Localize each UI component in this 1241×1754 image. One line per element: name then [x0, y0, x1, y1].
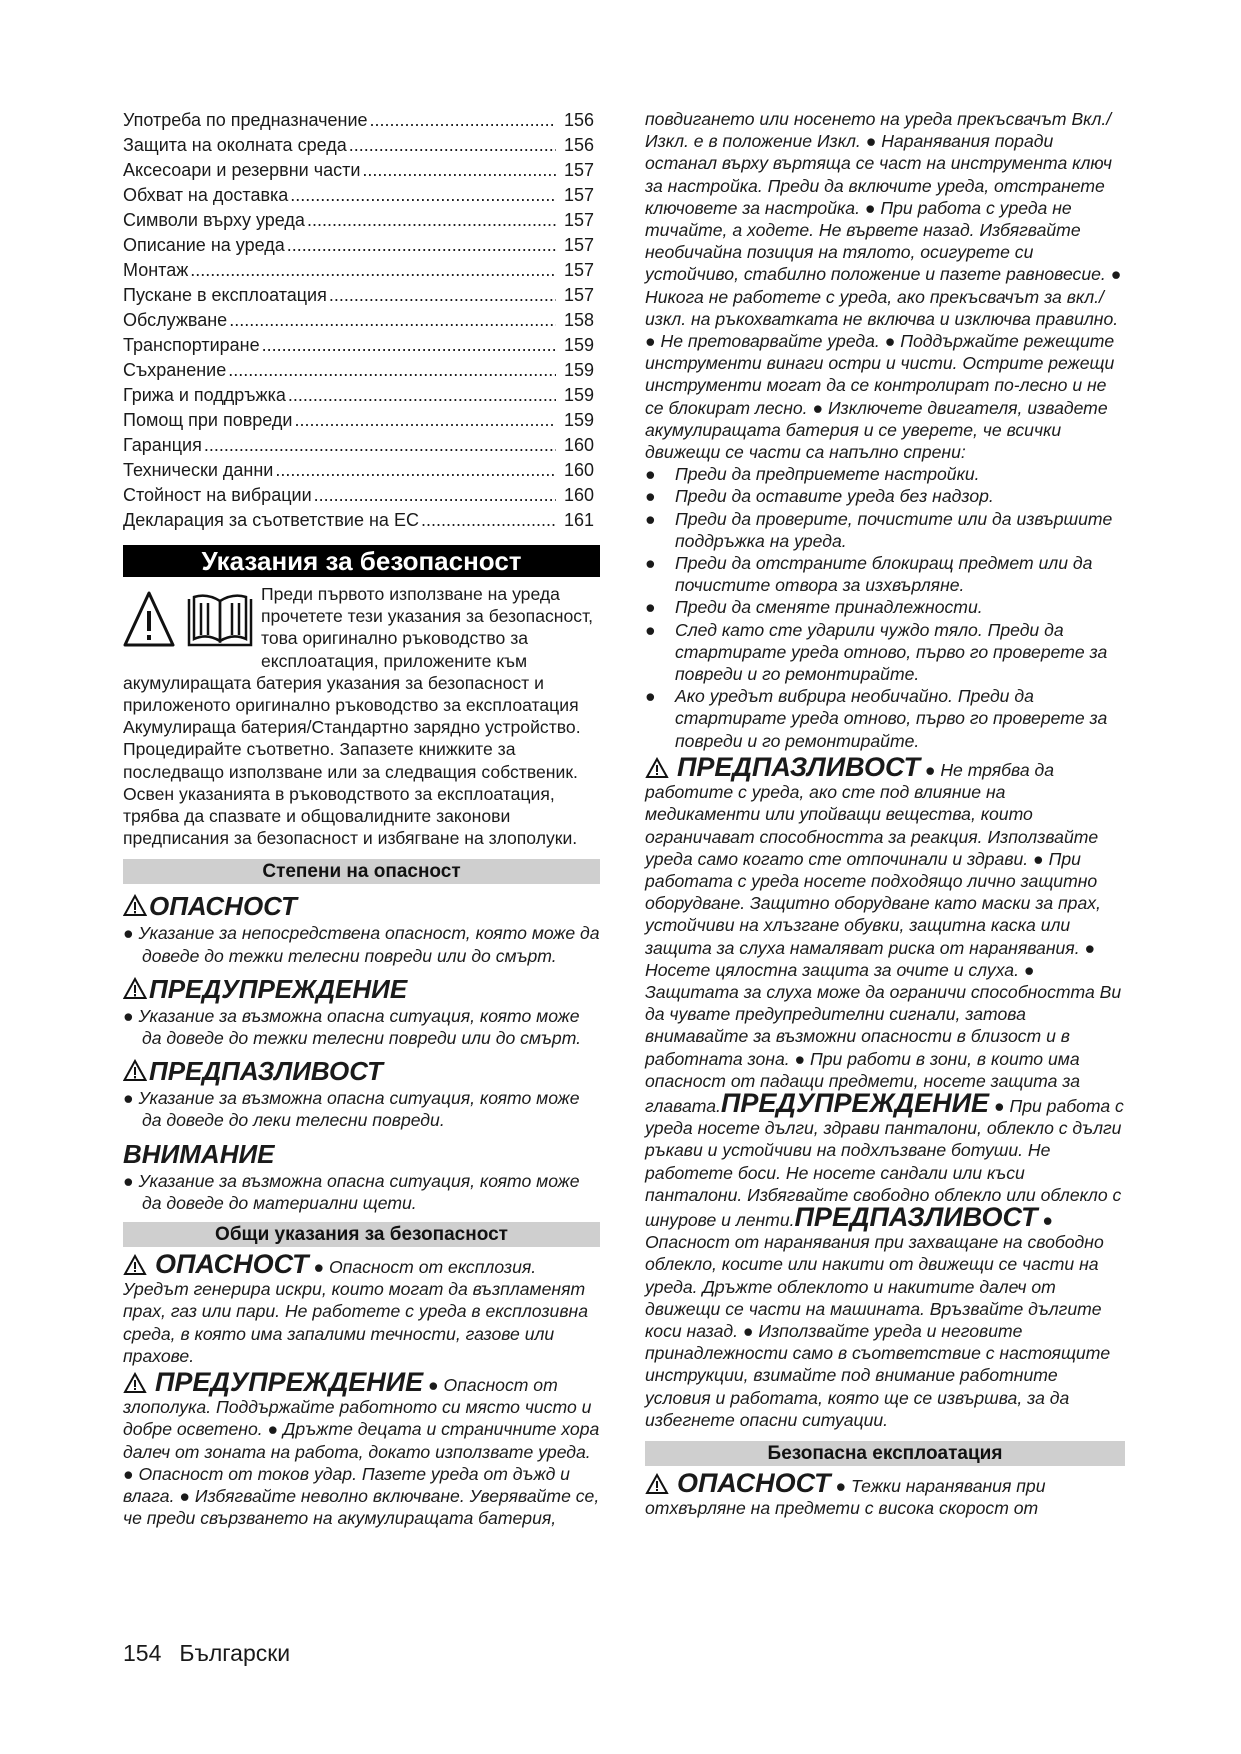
toc-leader-dots [362, 158, 556, 183]
safe-danger-text: ● Тежки наранявания при отхвърляне на предмети с висока скорост от [645, 1475, 1046, 1519]
toc-entry-page: 159 [563, 410, 594, 430]
toc-leader-dots [262, 333, 556, 358]
bullet-mark: ● [645, 508, 656, 529]
toc-leader-dots [228, 358, 556, 383]
toc-leader-dots [275, 458, 556, 483]
safe-operation-danger [645, 1467, 1125, 1519]
toc-leader-dots [290, 183, 556, 208]
toc-entry-title: Стойност на вибрации [123, 485, 312, 505]
general-danger [123, 1249, 600, 1367]
toc-entry-title: Съхранение [123, 360, 227, 380]
toc-entry-title: Гаранция [123, 435, 202, 455]
general-warning [123, 1367, 600, 1529]
toc-entry-title: Пускане в експлоатация [123, 285, 327, 305]
list-item-text: Преди да проверите, почистите или да извършите поддръжка на уреда. [675, 508, 1113, 551]
warning-label: ПРЕДУПРЕЖДЕНИЕ [155, 1367, 424, 1398]
hazard-level-description: ● Указание за възможна опасна ситуация, която може да доведе до тежки телесни повреди или до смърт. [123, 1005, 582, 1049]
toc-entry-title: Технически данни [123, 460, 274, 480]
left-column [123, 108, 600, 1530]
footer-language: Български [179, 1640, 291, 1666]
caution2-label: ПРЕДПАЗЛИВОСТ [794, 1201, 1038, 1232]
toc-leader-dots [190, 258, 556, 283]
bullet-mark: ● [645, 619, 656, 640]
hazard-levels [123, 890, 600, 1214]
toc-leader-dots [204, 433, 556, 458]
list-item-text: Ако уредът вибрира необичайно. Преди да стартирате уреда отново, първо го проверете за повреди и го ремонтирайте. [675, 686, 1108, 751]
toc-entry-title: Аксесоари и резервни части [123, 160, 361, 180]
safety-intro-text-2: Освен указанията в ръководството за експлоатация, трябва да спазвате и общовалидните законови предписания за безопасност и избягване на злополуки. [123, 783, 578, 849]
toc-entry-page: 161 [563, 510, 594, 530]
list-item [645, 685, 1125, 752]
toc-entry [123, 308, 600, 333]
toc-entry [123, 433, 600, 458]
warning-text: ● Опасност от злополука. Поддържайте работното си място чисто и добре осветено. ● Дръжте децата и страничните хора далеч от зоната на работа, докато използвате уреда. ● Опасност от токов удар. Пазете уреда от дъжд и влага. ● Избягвайте неволно включване. Уверявайте се, че преди свързването на акумулиращата батерия, [123, 1375, 600, 1529]
toc-entry-page: 160 [563, 460, 594, 480]
toc-entry [123, 258, 600, 283]
hazard-levels-title: Степени на опасност [123, 859, 600, 884]
page-footer [123, 1640, 308, 1667]
toc-leader-dots [229, 308, 556, 333]
toc-entry [123, 208, 600, 233]
toc-entry-title: Защита на околната среда [123, 135, 347, 155]
list-item-text: Преди да сменяте принадлежности. [675, 597, 983, 618]
table-of-contents [123, 108, 600, 533]
toc-entry-page: 157 [563, 260, 594, 280]
stop-conditions-list [645, 463, 1125, 752]
toc-entry-page: 160 [563, 485, 594, 505]
right-paragraph-1: повдигането или носенето на уреда прекъсвачът Вкл./Изкл. е в положение Изкл. ● Наранявания поради останал върху въртяща се част на инструмента ключ за настройка. Преди да включите уреда, отстранете ключовете за настройка. ● При работа с уреда не тичайте, а ходете. Не вървете назад. Избягвайте необичайна позиция на тялото, осигурете си устойчиво, стабилно положение и пазете равновесие. ● Никога не работете с уреда, ако прекъсвачът за вкл./изкл. на ръкохватката не включва и изключва правилно. ● Не претоварвайте уреда. ● Поддържайте режещите инструменти винаги остри и чисти. Острите режещи инструменти могат да се контролират по-лесно и не се блокират лесно. ● Изключете двигателя, извадете акумулиращата батерия и се уверете, че всички движещи се части са напълно спрени: [645, 109, 1122, 463]
danger-text: ● Опасност от експлозия. Уредът генерира искри, които могат да възпламенят прах, газ или пари. Не работете с уреда в експлозивна среда, в която има запалими течности, газове или прахове. [123, 1257, 588, 1366]
hazard-level-description: ● Указание за възможна опасна ситуация, която може да доведе до материални щети. [123, 1170, 580, 1213]
danger-label: ОПАСНОСТ [155, 1249, 309, 1280]
toc-leader-dots [349, 133, 556, 158]
manual-book-icon [189, 596, 251, 645]
toc-entry [123, 383, 600, 408]
toc-entry-title: Декларация за съответствие на ЕС [123, 510, 419, 530]
warning-triangle-icon [125, 593, 173, 645]
toc-entry-page: 156 [563, 110, 594, 130]
warning-text: ● При работа с уреда носете дълги, здрави панталони, облекло с дълги ръкави и устойчиви на подхлъзване ботуши. Не работете боси. Не носете сандали или къси панталони. Избягвайте свободно облекло или облекло с шнурове и ленти. [645, 1095, 1124, 1230]
hazard-level-label [123, 890, 600, 922]
warning-triangle-icon [123, 977, 147, 1001]
safe-operation-title: Безопасна експлоатация [645, 1441, 1125, 1466]
toc-entry-page: 157 [563, 285, 594, 305]
toc-leader-dots [314, 483, 556, 508]
toc-entry-page: 157 [563, 235, 594, 255]
toc-entry-title: Монтаж [123, 260, 189, 280]
list-item [645, 619, 1125, 686]
bullet-mark: ● [645, 486, 656, 507]
toc-entry-title: Употреба по предназначение [123, 110, 368, 130]
warning-triangle-icon [123, 894, 147, 918]
toc-entry-page: 160 [563, 435, 594, 455]
toc-entry [123, 133, 600, 158]
warning-triangle-icon [645, 1473, 669, 1495]
toc-entry-page: 157 [563, 185, 594, 205]
list-item-text: Преди да отстраните блокиращ предмет или да почистите отвора за изхвърляне. [675, 553, 1093, 596]
list-item-text: Преди да предприемете настройки. [675, 464, 980, 485]
bullet-mark: ● [645, 553, 656, 574]
toc-entry-title: Помощ при повреди [123, 410, 293, 430]
warning-triangle-icon [123, 1254, 147, 1276]
caution-paragraph [645, 751, 1125, 1431]
toc-leader-dots [421, 508, 556, 533]
toc-entry [123, 508, 600, 533]
toc-entry-page: 156 [563, 135, 594, 155]
toc-entry [123, 358, 600, 383]
hazard-level-name: ПРЕДПАЗЛИВОСТ [149, 1056, 383, 1087]
toc-entry-page: 159 [563, 360, 594, 380]
hazard-level-label [123, 1055, 600, 1087]
safety-icons [123, 587, 255, 651]
warning-triangle-icon [123, 1372, 147, 1394]
right-column [645, 108, 1125, 1519]
toc-entry [123, 458, 600, 483]
caution2-text: ● Опасност от наранявания при захващане на свободно облекло, косите или накити от движещи се части на уреда. Дръжте облеклото и накитите далеч от движещи се части на машината. Връзвайте дългите коси назад. ● Използвайте уреда и неговите принадлежности само в съответствие с настоящите инструкции, взимайте под внимание работните условия и работата, която ще се извършва, за да избегнете опасни ситуации. [645, 1209, 1111, 1430]
hazard-level-name: ОПАСНОСТ [149, 891, 297, 922]
toc-entry [123, 283, 600, 308]
hazard-level-label [123, 973, 600, 1005]
toc-entry-page: 157 [563, 210, 594, 230]
toc-entry [123, 408, 600, 433]
hazard-level-name: ПРЕДУПРЕЖДЕНИЕ [149, 973, 408, 1004]
hazard-level-label [123, 1138, 600, 1170]
toc-leader-dots [294, 408, 556, 433]
caution-label: ПРЕДПАЗЛИВОСТ [677, 751, 920, 782]
hazard-level-name: ВНИМАНИЕ [123, 1138, 275, 1169]
toc-entry [123, 483, 600, 508]
toc-entry-title: Описание на уреда [123, 235, 285, 255]
bullet-mark: ● [645, 686, 656, 707]
toc-entry-title: Обхват на доставка [123, 185, 289, 205]
toc-entry-title: Грижа и поддръжка [123, 385, 286, 405]
toc-entry [123, 158, 600, 183]
toc-entry-page: 159 [563, 385, 594, 405]
list-item [645, 596, 1125, 618]
bullet-mark: ● [645, 464, 656, 485]
warning-triangle-icon [645, 757, 669, 779]
page-number: 154 [123, 1640, 162, 1666]
hazard-level-description: ● Указание за възможна опасна ситуация, която може да доведе до леки телесни повреди. [123, 1088, 580, 1131]
toc-entry-title: Обслужване [123, 310, 228, 330]
list-item-text: След като сте ударили чуждо тяло. Преди да стартирате уреда отново, първо го проверете за повреди и го ремонтирайте. [675, 619, 1108, 685]
safety-section-title: Указания за безопасност [123, 545, 600, 577]
toc-entry-title: Символи върху уреда [123, 210, 305, 230]
toc-entry [123, 183, 600, 208]
caution-text: ● Не трябва да работите с уреда, ако сте под влияние на медикаменти или упойващи вещества, които ограничават способността за реакция. Използвайте уреда само когато сте отпочинали и здрави. ● При работата с уреда носете подходящо лично защитно оборудване. Защитно оборудване като маски за прах, устойчиви на хлъзгане обувки, защитна каска или защита за слуха намаляват риска от наранявания. ● Носете цялостна защита за очите и слуха. ● Защитата за слуха може да ограничи способността Ви да чувате предупредителни сигнали, затова внимавайте за възможни опасности в близост и в работната зона. ● При работи в зони, в които има опасност от падащи предмети, носете защита за главата. [645, 759, 1122, 1116]
safety-intro-text: Преди първото използване на уреда прочетете тези указания за безопасност, това оригинално ръководство за експлоатация, приложените към акумулиращата батерия указания за безопасност и приложеното оригинално ръководство за експлоатация Акумулираща батерия/Стандартно зарядно устройство. Процедирайте съответно. Запазете книжките за последващо използване или за следващия собственик. [123, 584, 594, 782]
toc-leader-dots [307, 208, 556, 233]
toc-entry [123, 233, 600, 258]
toc-entry [123, 333, 600, 358]
toc-entry-page: 159 [563, 335, 594, 355]
list-item-text: Преди да оставите уреда без надзор. [675, 486, 994, 507]
warning-label: ПРЕДУПРЕЖДЕНИЕ [720, 1087, 990, 1118]
toc-leader-dots [287, 233, 556, 258]
bullet-mark: ● [645, 597, 656, 618]
toc-entry-page: 158 [563, 310, 594, 330]
toc-leader-dots [329, 283, 556, 308]
hazard-level-description: ● Указание за непосредствена опасност, която може да доведе до тежки телесни повреди или до смърт. [123, 923, 600, 966]
toc-leader-dots [288, 383, 556, 408]
general-safety-title: Общи указания за безопасност [123, 1222, 600, 1247]
toc-leader-dots [370, 108, 556, 133]
list-item [645, 508, 1125, 552]
list-item [645, 552, 1125, 596]
safe-danger-label: ОПАСНОСТ [677, 1467, 831, 1498]
warning-triangle-icon [123, 1059, 147, 1083]
safety-intro [123, 583, 600, 849]
list-item [645, 463, 1125, 485]
toc-entry-page: 157 [563, 160, 594, 180]
toc-entry-title: Транспортиране [123, 335, 260, 355]
list-item [645, 485, 1125, 507]
toc-entry [123, 108, 600, 133]
